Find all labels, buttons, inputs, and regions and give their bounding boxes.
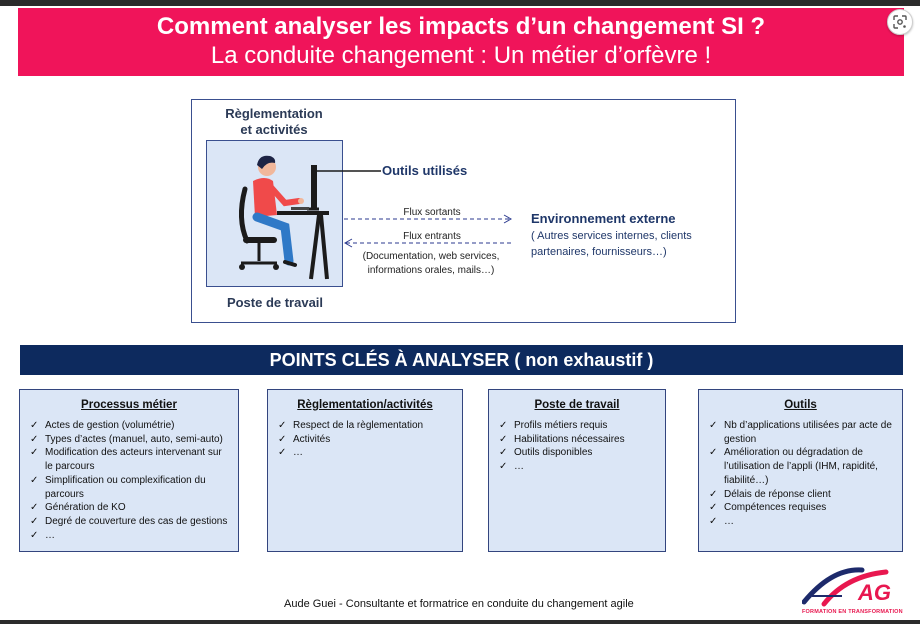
google-lens-icon[interactable] [887,9,913,35]
list-item [30,419,232,433]
list-item [278,419,456,433]
list-item [30,446,232,473]
card-list [20,419,238,542]
list-item-text: Outils disponibles [514,447,593,459]
title-banner [18,8,904,76]
card-title: Poste de travail [534,399,620,411]
external-environment-desc [531,228,692,260]
checkmark-icon: ✓ [30,433,39,445]
list-item [709,515,896,529]
list-item [30,501,232,515]
card-workstation [488,389,666,552]
list-item [499,419,659,433]
ag-logo [802,562,904,618]
checkmark-icon: ✓ [709,488,718,500]
list-item [278,446,456,460]
incoming-flow-label: Flux entrants [403,231,461,242]
list-item-text: Modification des acteurs intervenant sur le parcours [45,447,222,473]
checkmark-icon: ✓ [709,420,718,431]
list-item [709,419,896,446]
checkmark-icon: ✓ [499,420,508,431]
external-environment-desc-line2: partenaires, fournisseurs…) [531,246,667,258]
checkmark-icon: ✓ [30,420,39,431]
key-points-header: POINTS CLÉS À ANALYSER ( non exhaustif ) [20,345,903,375]
checkmark-icon: ✓ [278,447,287,459]
checkmark-icon: ✓ [278,433,287,445]
page-subtitle: La conduite changement : Un métier d’orfèvre ! [210,42,712,69]
list-item [30,515,232,529]
ag-logo-mark [802,562,904,608]
list-item [709,446,896,487]
card-list [489,419,665,474]
list-item-text: Respect de la règlementation [293,420,424,431]
list-item-text: … [45,529,55,541]
list-item [30,474,232,501]
list-item-text: … [293,447,303,459]
external-environment-desc-line1: ( Autres services internes, clients [531,230,692,242]
list-item-text: Types d’actes (manuel, auto, semi-auto) [45,433,223,445]
incoming-flow-detail [350,250,512,278]
list-item [499,446,659,460]
list-item [30,433,232,447]
workstation-label: Poste de travail [226,295,324,310]
card-title: Processus métier [81,399,177,411]
list-item-text: Compétences requises [724,502,827,514]
checkmark-icon: ✓ [709,502,718,514]
list-item-text: … [514,461,524,473]
card-title: Outils [784,399,817,411]
list-item-text: Génération de KO [45,502,126,514]
card-business-process [19,389,239,552]
workstation-diagram [191,99,736,323]
list-item-text: Profils métiers requis [514,420,608,431]
checkmark-icon: ✓ [30,515,39,527]
checkmark-icon: ✓ [30,529,39,541]
list-item [709,501,896,515]
list-item-text: Activités [293,433,331,445]
checkmark-icon: ✓ [499,433,508,445]
checkmark-icon: ✓ [499,447,508,459]
tools-used-label: Outils utilisés [382,163,468,178]
list-item-text: Degré de couverture des cas de gestions [45,515,228,527]
checkmark-icon: ✓ [709,515,718,527]
card-list [268,419,462,460]
checkmark-icon: ✓ [30,447,39,459]
list-item-text: Délais de réponse client [724,488,831,500]
list-item-text: Simplification ou complexification du parcours [45,474,206,500]
list-item [30,529,232,543]
external-environment-title: Environnement externe [531,211,676,226]
card-tools [698,389,903,552]
checkmark-icon: ✓ [30,502,39,514]
checkmark-icon: ✓ [709,447,718,459]
incoming-flow-detail-line2: informations orales, mails…) [367,265,495,276]
card-regulation-activities [267,389,463,552]
footer-credit: Aude Guei - Consultante et formatrice en conduite du changement agile [284,598,634,610]
checkmark-icon: ✓ [278,420,287,431]
list-item-text: Habilitations nécessaires [514,433,625,445]
list-item-text: … [724,515,734,527]
bottom-edge-bar [0,620,920,624]
card-list [699,419,902,529]
list-item [499,433,659,447]
regulation-label-line1: Règlementation [225,106,323,121]
list-item-text: Nb d’applications utilisées par acte de gestion [724,420,892,445]
incoming-flow-detail-line1: (Documentation, web services, [362,251,500,262]
card-title: Règlementation/activités [297,399,433,411]
top-edge-bar [0,0,920,6]
list-item [278,433,456,447]
list-item [709,488,896,502]
regulation-label-line2: et activités [240,122,308,137]
page-title: Comment analyser les impacts d’un changement SI ? [156,13,766,40]
list-item-text: Amélioration ou dégradation de l’utilisation de l’appli (IHM, rapidité, fiabilité…) [724,447,878,486]
outgoing-flow-label: Flux sortants [403,207,461,218]
checkmark-icon: ✓ [30,474,39,486]
checkmark-icon: ✓ [499,461,508,473]
logo-tagline: FORMATION EN TRANSFORMATION [802,609,903,615]
logo-letters: AG [858,580,891,605]
list-item [499,460,659,474]
list-item-text: Actes de gestion (volumétrie) [45,420,175,431]
